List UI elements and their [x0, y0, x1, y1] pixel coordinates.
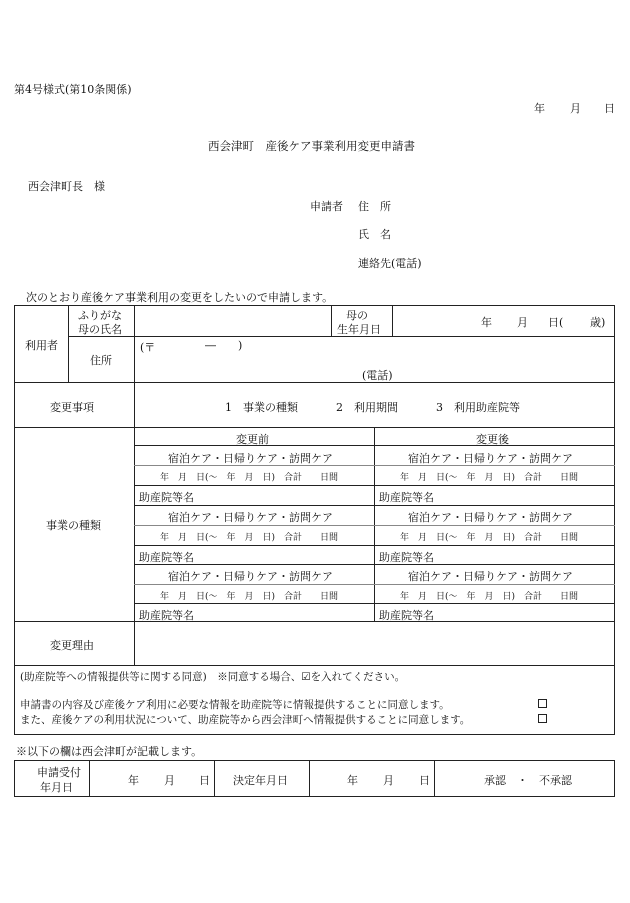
applicant-label: 申請者: [310, 200, 343, 213]
user-label: 利用者: [25, 339, 58, 352]
service-type-label: 事業の種類: [46, 519, 101, 532]
clinic-after-1: 助産院等名: [379, 491, 434, 504]
period-before-1: 年 月 日(～ 年 月 日) 合計 日間: [160, 473, 339, 483]
consent-line-1: 申請書の内容及び産後ケア利用に必要な情報を助産院等に情報提供することに同意します。: [20, 699, 450, 711]
period-after-1: 年 月 日(～ 年 月 日) 合計 日間: [400, 473, 579, 483]
before-header: 変更前: [236, 433, 269, 446]
receipt-date-label-1: 申請受付: [37, 766, 81, 779]
period-before-3: 年 月 日(～ 年 月 日) 合計 日間: [160, 592, 339, 602]
birth-month: 月: [517, 316, 528, 329]
change-item-3: 3 利用助産院等: [436, 401, 520, 414]
phone-label: (電話): [362, 369, 393, 382]
clinic-after-2: 助産院等名: [379, 551, 434, 564]
kinds-before-2: 宿泊ケア・日帰りケア・訪問ケア: [168, 511, 333, 524]
clinic-after-3: 助産院等名: [379, 609, 434, 622]
consent-line-2: また、産後ケアの利用状況について、助産院等から西会津町へ情報提供することに同意します。: [20, 714, 471, 726]
period-after-2: 年 月 日(～ 年 月 日) 合計 日間: [400, 533, 579, 543]
birth-day: 日(: [548, 316, 564, 329]
postal-close: ): [238, 339, 243, 352]
intro-text: 次のとおり産後ケア事業利用の変更をしたいので申請します。: [26, 291, 334, 304]
clinic-before-3: 助産院等名: [139, 609, 194, 622]
receipt-month: 月: [164, 774, 175, 787]
mother-birth-label-1: 母の: [346, 309, 368, 322]
clinic-before-2: 助産院等名: [139, 551, 194, 564]
birth-year: 年: [481, 316, 492, 329]
decision-day: 日: [419, 774, 430, 787]
kinds-before-1: 宿泊ケア・日帰りケア・訪問ケア: [168, 452, 333, 465]
decision-year: 年: [347, 774, 358, 787]
receipt-year: 年: [128, 774, 139, 787]
consent-heading: (助産院等への情報提供等に関する同意) ※同意する場合、☑を入れてください。: [20, 671, 406, 683]
period-after-3: 年 月 日(～ 年 月 日) 合計 日間: [400, 592, 579, 602]
clinic-before-1: 助産院等名: [139, 491, 194, 504]
date-month: 月: [570, 102, 581, 115]
kinds-after-3: 宿泊ケア・日帰りケア・訪問ケア: [408, 570, 573, 583]
mother-name-label: 母の氏名: [78, 323, 122, 336]
birth-age: 歳): [590, 316, 606, 329]
consent-checkbox-2[interactable]: [538, 714, 547, 723]
applicant-name-label: 氏 名: [358, 228, 391, 241]
kinds-after-1: 宿泊ケア・日帰りケア・訪問ケア: [408, 452, 573, 465]
decision-month: 月: [383, 774, 394, 787]
page-title: 西会津町 産後ケア事業利用変更申請書: [208, 139, 415, 153]
date-year: 年: [534, 102, 545, 115]
change-items-label: 変更事項: [50, 401, 94, 414]
period-before-2: 年 月 日(～ 年 月 日) 合計 日間: [160, 533, 339, 543]
reason-label: 変更理由: [50, 639, 94, 652]
address-label: 住所: [90, 354, 112, 367]
applicant-contact-label: 連絡先(電話): [358, 257, 422, 270]
date-day: 日: [604, 102, 615, 115]
kinds-after-2: 宿泊ケア・日帰りケア・訪問ケア: [408, 511, 573, 524]
postal-dash: ―: [205, 339, 216, 352]
receipt-date-label-2: 年月日: [40, 781, 73, 794]
approval-options: 承認 ・ 不承認: [484, 774, 572, 787]
consent-checkbox-1[interactable]: [538, 699, 547, 708]
postal-label: (〒: [140, 341, 156, 354]
change-item-1: 1 事業の種類: [225, 401, 298, 414]
receipt-day: 日: [199, 774, 210, 787]
applicant-address-label: 住 所: [358, 200, 391, 213]
office-note: ※以下の欄は西会津町が記載します。: [16, 745, 203, 758]
furigana-label: ふりがな: [78, 309, 122, 322]
kinds-before-3: 宿泊ケア・日帰りケア・訪問ケア: [168, 570, 333, 583]
change-item-2: 2 利用期間: [336, 401, 398, 414]
decision-date-label: 決定年月日: [233, 774, 288, 787]
mother-birth-label-2: 生年月日: [337, 323, 381, 336]
addressee: 西会津町長 様: [28, 180, 105, 193]
form-number: 第4号様式(第10条関係): [14, 83, 132, 96]
after-header: 変更後: [476, 433, 509, 446]
